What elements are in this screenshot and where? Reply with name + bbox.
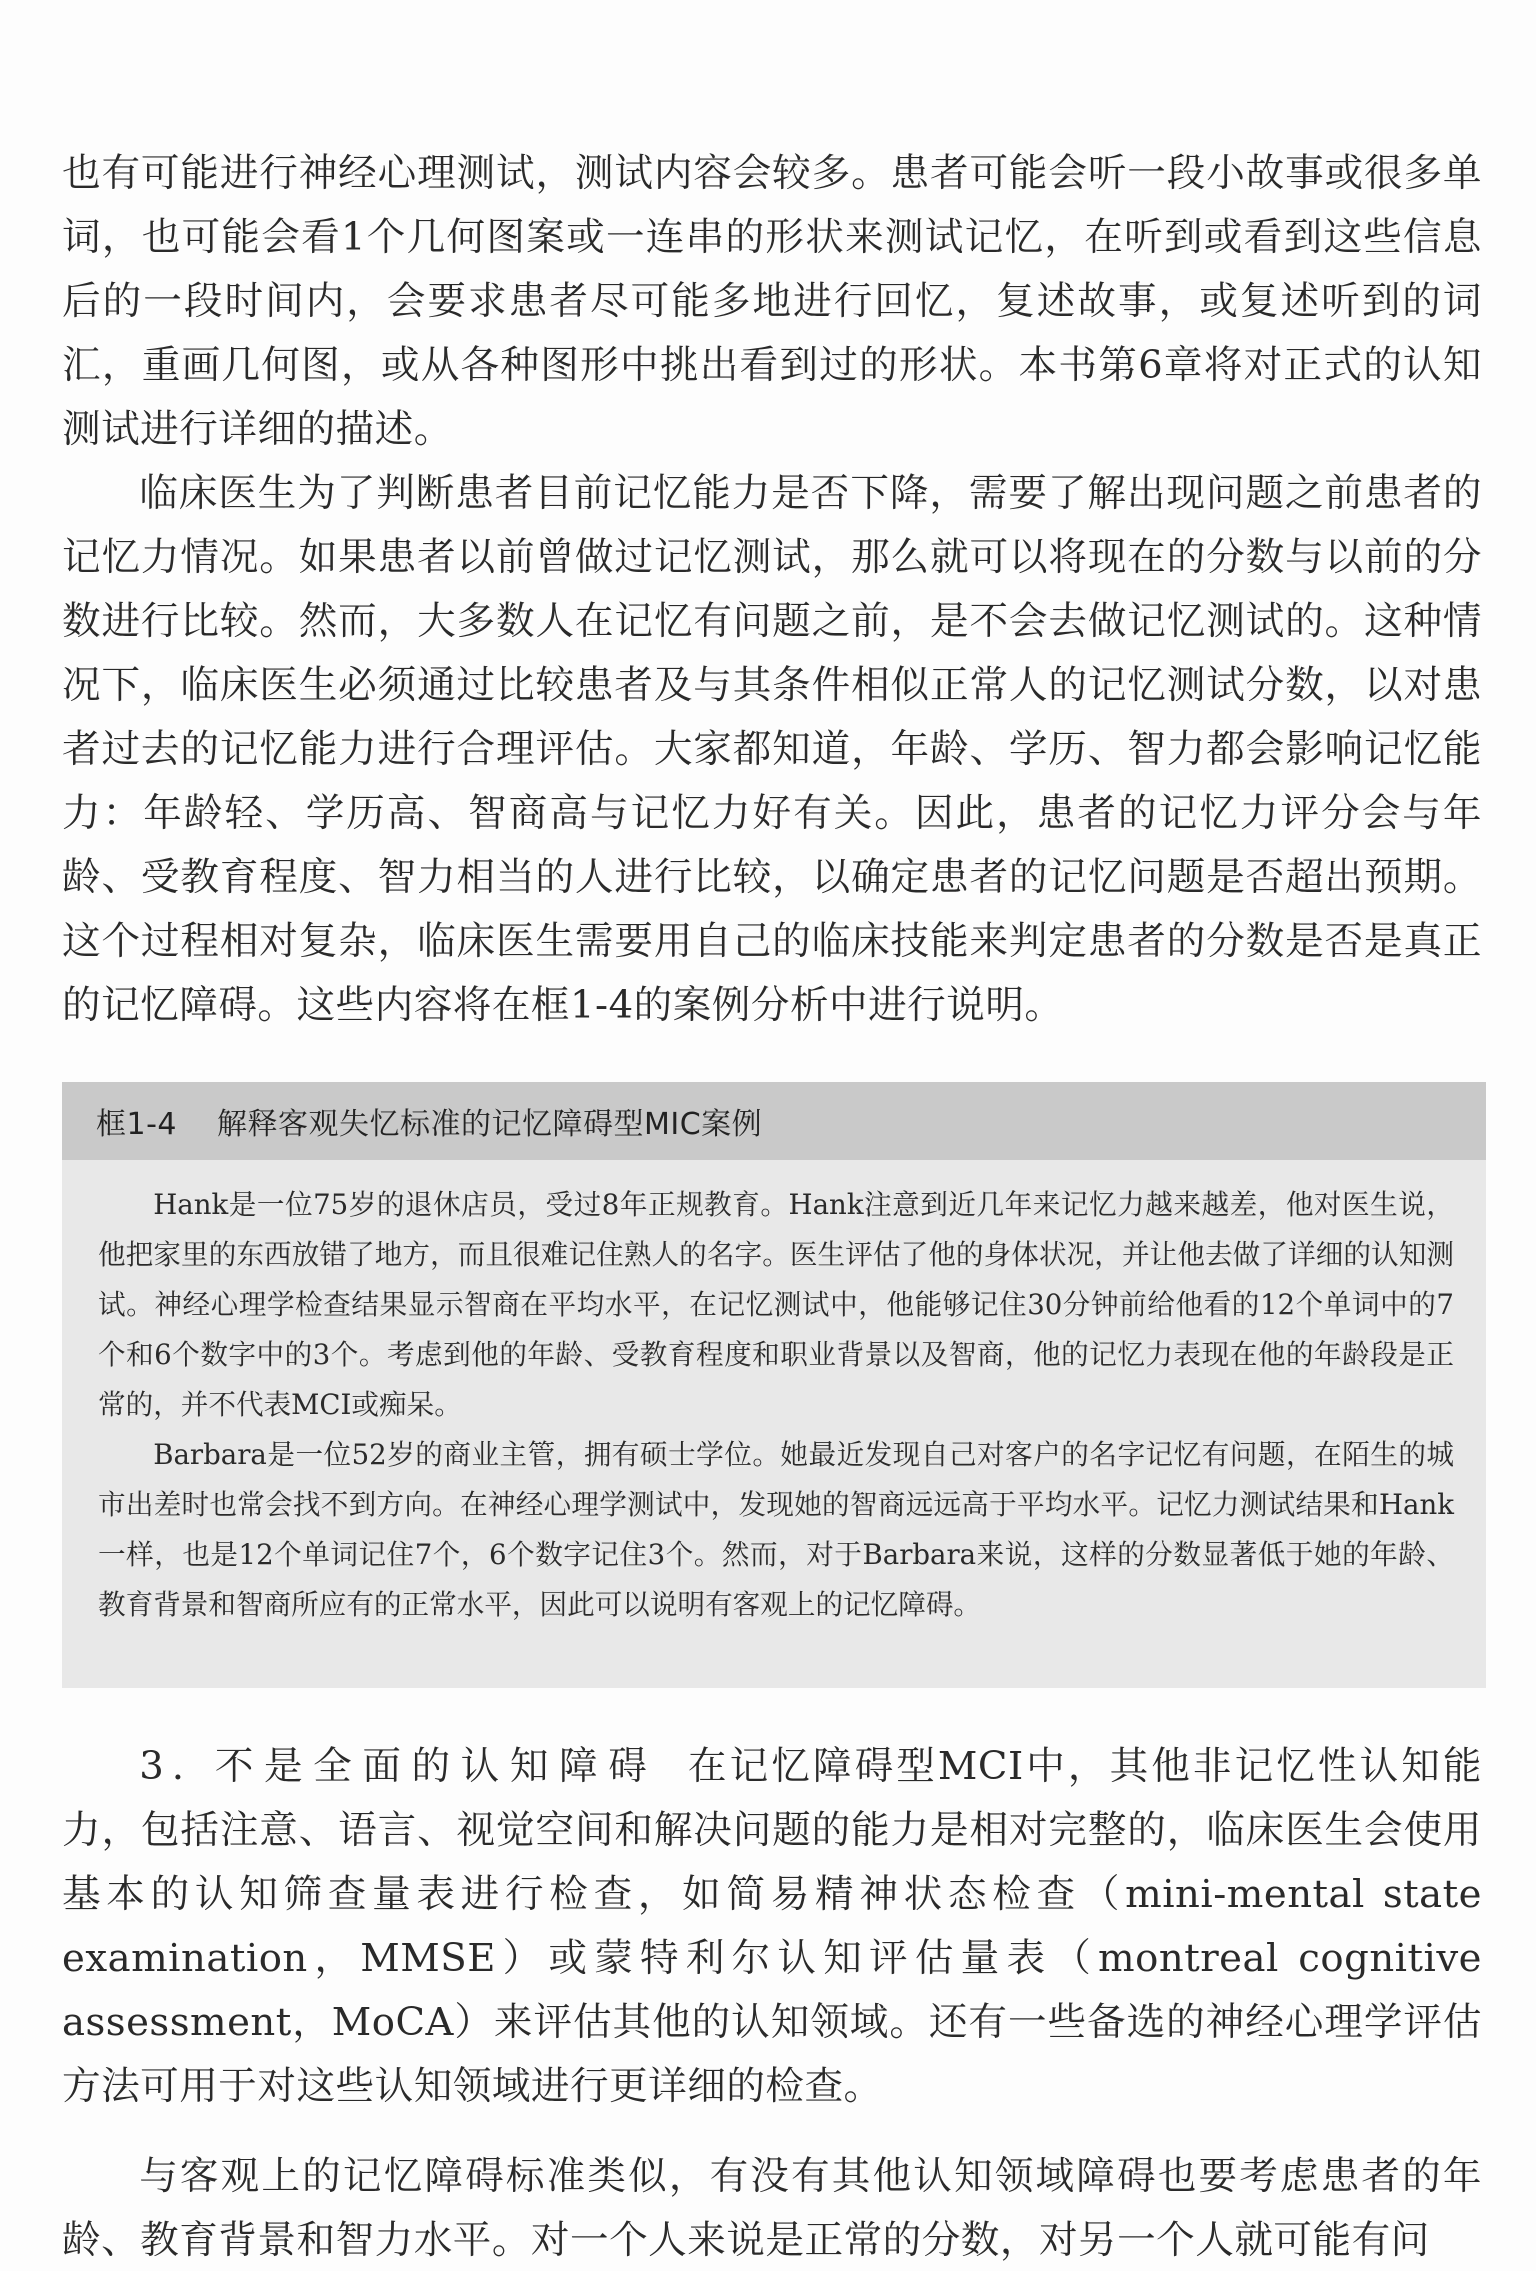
paragraph-1: 也有可能进行神经心理测试，测试内容会较多。患者可能会听一段小故事或很多单词，也可能会看1个几何图案或一连串的形状来测试记忆，在听到或看到这些信息后的一段时间内，会要求患者尽可能多地进行回忆，复述故事，或复述听到的词汇，重画几何图，或从各种图形中挑出看到过的形状。本书第6章将对正式的认知测试进行详细的描述。 xyxy=(62,151,1482,452)
case-hank: Hank是一位75岁的退休店员，受过8年正规教育。Hank注意到近几年来记忆力越来越差，他对医生说，他把家里的东西放错了地方，而且很难记住熟人的名字。医生评估了他的身体状况，并让他去做了详细的认知测试。神经心理学检查结果显示智商在平均水平，在记忆测试中，他能够记住30分钟前给他看的12个单词中的7个和6个数字中的3个。考虑到他的年龄、受教育程度和职业背景以及智商，他的记忆力表现在他的年龄段是正常的，并不代表MCI或痴呆。 xyxy=(98,1188,1454,1421)
case-box-number: 框1-4 xyxy=(96,1107,177,1142)
section-lead: 3. 不是全面的认知障碍 xyxy=(139,1744,658,1789)
paragraph-4: 与客观上的记忆障碍标准类似，有没有其他认知领域障碍也要考虑患者的年龄、教育背景和智力水平。对一个人来说是正常的分数，对另一个人就可能有问 xyxy=(62,2154,1482,2263)
case-box-header xyxy=(62,1082,1486,1160)
case-box-body xyxy=(98,1180,1454,1630)
case-box-title: 解释客观失忆标准的记忆障碍型MIC案例 xyxy=(217,1107,763,1142)
case-barbara: Barbara是一位52岁的商业主管，拥有硕士学位。她最近发现自己对客户的名字记忆有问题，在陌生的城市出差时也常会找不到方向。在神经心理学测试中，发现她的智商远远高于平均水平。记忆力测试结果和Hank一样，也是12个单词记住7个，6个数字记住3个。然而，对于Barbara来说，这样的分数显著低于她的年龄、教育背景和智商所应有的正常水平，因此可以说明有客观上的记忆障碍。 xyxy=(98,1438,1454,1621)
paragraph-3-text: 在记忆障碍型MCI中，其他非记忆性认知能力，包括注意、语言、视觉空间和解决问题的能力是相对完整的，临床医生会使用基本的认知筛查量表进行检查，如简易精神状态检查（mini-mental state examination，MMSE）或蒙特利尔认知评估量表（montreal cognitive assessment，MoCA）来评估其他的认知领域。还有一些备选的神经心理学评估方法可用于对这些认知领域进行更详细的检查。 xyxy=(62,1744,1482,2109)
paragraph-3 xyxy=(62,1735,1482,2119)
case-box xyxy=(62,1082,1486,1688)
paragraph-2: 临床医生为了判断患者目前记忆能力是否下降，需要了解出现问题之前患者的记忆力情况。如果患者以前曾做过记忆测试，那么就可以将现在的分数与以前的分数进行比较。然而，大多数人在记忆有问题之前，是不会去做记忆测试的。这种情况下，临床医生必须通过比较患者及与其条件相似正常人的记忆测试分数，以对患者过去的记忆能力进行合理评估。大家都知道，年龄、学历、智力都会影响记忆能力：年龄轻、学历高、智商高与记忆力好有关。因此，患者的记忆力评分会与年龄、受教育程度、智力相当的人进行比较，以确定患者的记忆问题是否超出预期。这个过程相对复杂，临床医生需要用自己的临床技能来判定患者的分数是否是真正的记忆障碍。这些内容将在框1-4的案例分析中进行说明。 xyxy=(62,471,1482,1028)
